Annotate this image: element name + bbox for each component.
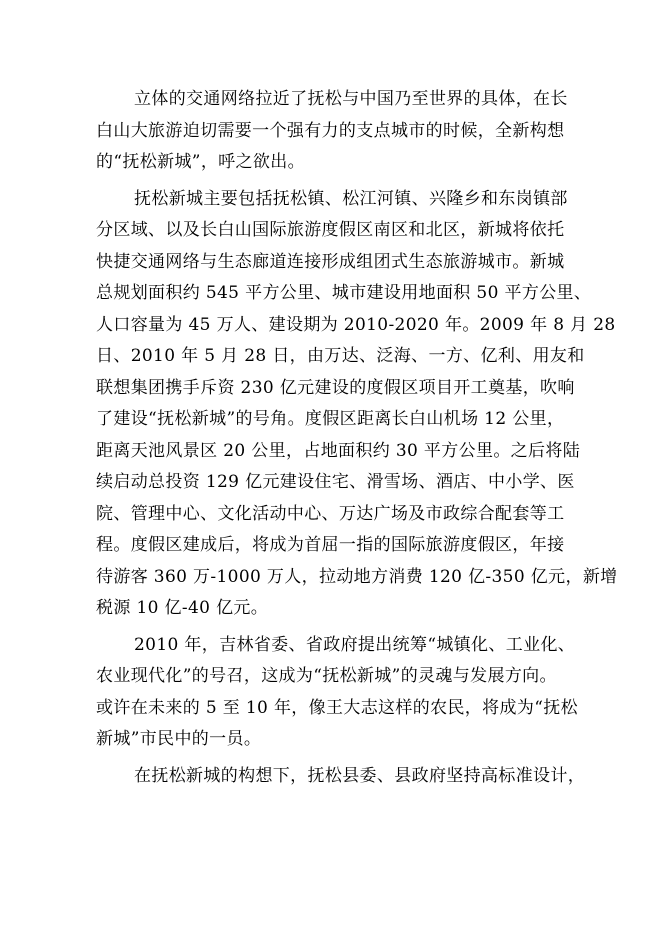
article-body (96, 84, 618, 797)
text-line: 距离天池风景区 20 公里，占地面积约 30 平方公里。之后将陆 (96, 440, 581, 461)
text-line: 院、管理中心、文化活动中心、万达广场及市政综合配套等工 (96, 503, 565, 524)
text-line: 了建设“抚松新城”的号角。度假区距离长白山机场 12 公里， (96, 409, 565, 429)
text-line: 税源 10 亿-40 亿元。 (96, 598, 269, 618)
text-line: 立体的交通网络拉近了抚松与中国乃至世界的具体，在长 (134, 89, 568, 109)
text-line: 农业现代化”的号召，这成为“抚松新城”的灵魂与发展方向。 (96, 666, 557, 686)
text-line: 2010 年，吉林省委、省政府提出统筹“城镇化、工业化、 (134, 634, 576, 655)
text-line: 人口容量为 45 万人、建设期为 2010-2020 年。2009 年 8 月 28 (96, 314, 616, 335)
text-line: 总规划面积约 545 平方公里、城市建设用地面积 50 平方公里、 (96, 283, 592, 303)
paragraph-4 (96, 761, 586, 793)
text-line: 新城”市民中的一员。 (96, 729, 262, 749)
text-line: 的“抚松新城”，呼之欲出。 (96, 152, 305, 172)
text-line: 或许在未来的 5 至 10 年，像王大志这样的农民，将成为“抚松 (96, 697, 578, 718)
paragraph-1 (96, 84, 568, 179)
paragraph-3 (96, 630, 578, 756)
text-line: 在抚松新城的构想下，抚松县委、县政府坚持高标准设计， (134, 765, 586, 786)
text-line: 分区域、以及长白山国际旅游度假区南区和北区，新城将依托 (96, 220, 565, 240)
text-line: 程。度假区建成后，将成为首屈一指的国际旅游度假区，年接 (96, 535, 565, 555)
text-line: 快捷交通网络与生态廊道连接形成组团式生态旅游城市。新城 (96, 251, 565, 272)
text-line: 待游客 360 万-1000 万人，拉动地方消费 120 亿-350 亿元，新增 (96, 566, 618, 587)
paragraph-2 (96, 184, 618, 625)
text-line: 白山大旅游迫切需要一个强有力的支点城市的时候，全新构想 (96, 120, 565, 141)
text-line: 日、2010 年 5 月 28 日，由万达、泛海、一方、亿利、用友和 (96, 346, 585, 366)
text-line: 续启动总投资 129 亿元建设住宅、滑雪场、酒店、中小学、医 (96, 472, 575, 492)
text-line: 联想集团携手斥资 230 亿元建设的度假区项目开工奠基，吹响 (96, 377, 575, 398)
text-line: 抚松新城主要包括抚松镇、松江河镇、兴隆乡和东岗镇部 (134, 188, 568, 209)
